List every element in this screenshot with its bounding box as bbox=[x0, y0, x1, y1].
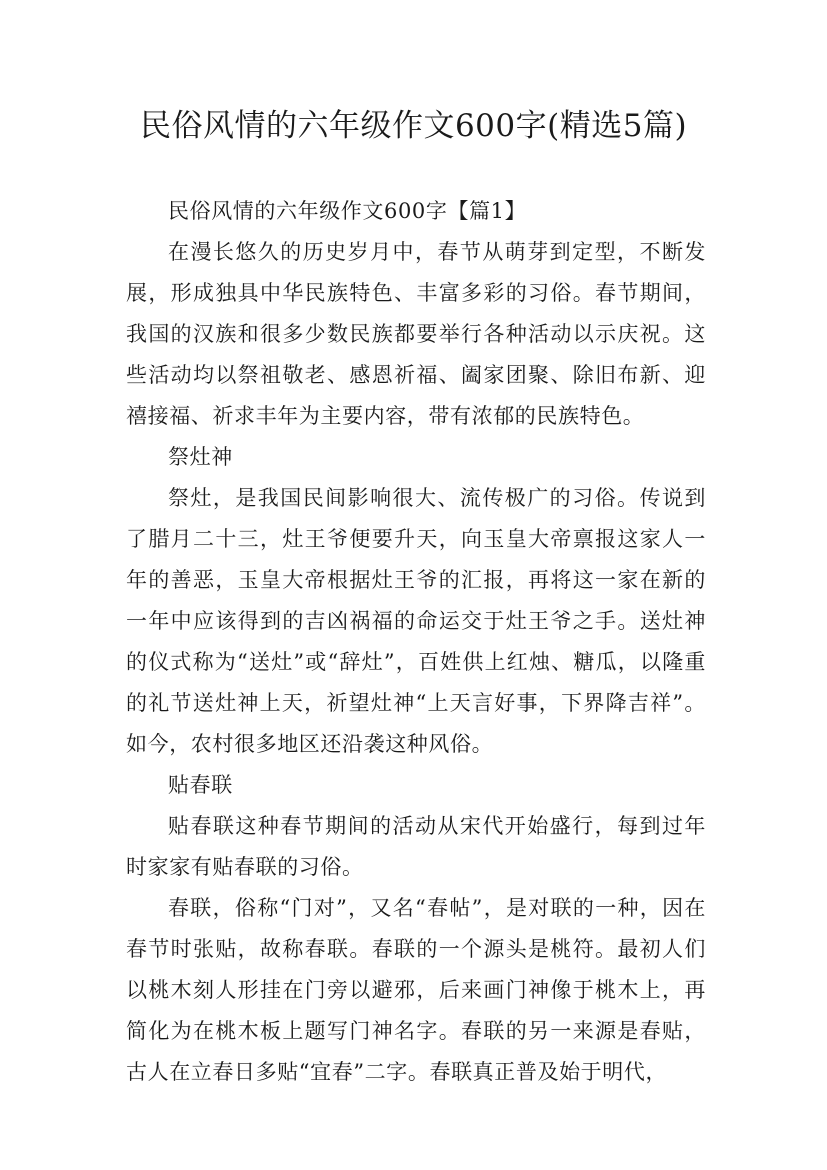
paragraph-intro: 在漫长悠久的历史岁月中，春节从萌芽到定型，不断发展，形成独具中华民族特色、丰富多彩的习俗。春节期间，我国的汉族和很多少数民族都要举行各种活动以示庆祝。这些活动均以祭祖敬老、感恩祈福、阖家团聚、除旧布新、迎禧接福、祈求丰年为主要内容，带有浓郁的民族特色。 bbox=[126, 240, 706, 428]
section-heading-1: 民俗风情的六年级作文600字【篇1】 bbox=[168, 199, 527, 223]
paragraph-chunlian-2: 春联，俗称“门对”，又名“春帖”，是对联的一种，因在春节时张贴，故称春联。春联的一个源头是桃符。最初人们以桃木刻人形挂在门旁以避邪，后来画门神像于桃木上，再简化为在桃木板上题写门神名字。春联的另一来源是春贴，古人在立春日多贴“宜春”二字。春联真正普及始于明代， bbox=[126, 896, 706, 1084]
paragraph-zaoshen: 祭灶，是我国民间影响很大、流传极广的习俗。传说到了腊月二十三，灶王爷便要升天，向玉皇大帝禀报这家人一年的善恶，玉皇大帝根据灶王爷的汇报，再将这一家在新的一年中应该得到的吉凶祸福的命运交于灶王爷之手。送灶神的仪式称为“送灶”或“辞灶”，百姓供上红烛、糖瓜，以隆重的礼节送灶神上天，祈望灶神“上天言好事，下界降吉祥”。如今，农村很多地区还沿袭这种风俗。 bbox=[126, 486, 706, 756]
document-title: 民俗风情的六年级作文600字(精选5篇) bbox=[139, 108, 688, 144]
document-body bbox=[126, 191, 706, 1093]
paragraph-chunlian-1: 贴春联这种春节期间的活动从宋代开始盛行，每到过年时家家有贴春联的习俗。 bbox=[126, 814, 706, 879]
subheading-chunlian: 贴春联 bbox=[168, 773, 233, 797]
subheading-zaoshen: 祭灶神 bbox=[168, 445, 233, 469]
